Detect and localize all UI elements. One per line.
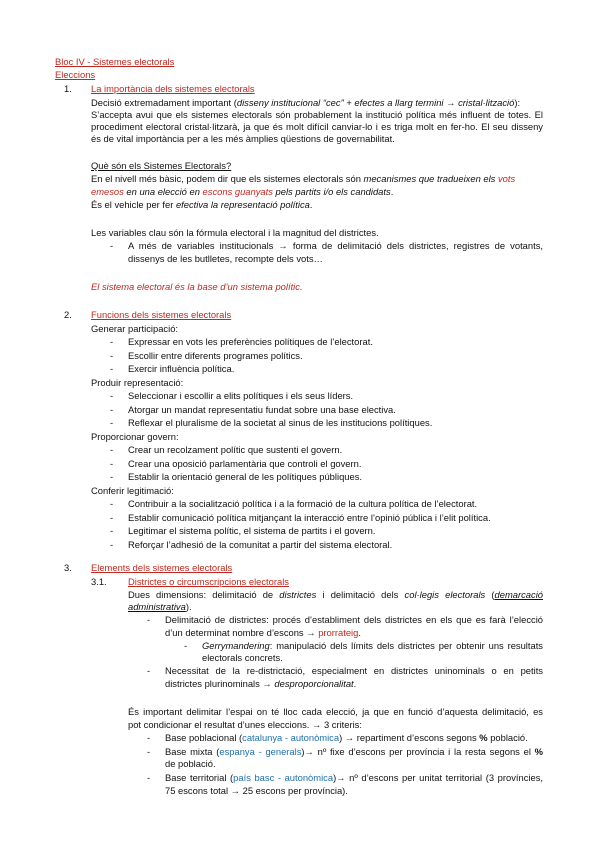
s1-line-3: procediment electoral cristal·litzarà, ja que és molt difícil canviar-lo i es triga molt en fer-ho. El seu disseny: [91, 121, 543, 132]
bullet-dash: -: [110, 511, 114, 523]
function-item: Contribuir a la socialització política i a la formació de la cultura política de l’electorat.: [128, 498, 478, 509]
criteria-intro-line-1: És important delimitar l’espai on té lloc cada elecció, ja que en funció d’aquesta delimitació, es: [128, 706, 543, 717]
question-line-3: És el vehicle per fer efectiva la representació política.: [91, 199, 313, 210]
function-group-label: Conferir legitimació:: [91, 485, 174, 496]
bullet-dash: -: [110, 538, 114, 550]
bullet-dash: -: [147, 746, 151, 757]
dimensions-line-1: Dues dimensions: delimitació de districtes i delimitació dels col·legis electorals (demarcació: [128, 589, 543, 600]
bullet-dash: -: [110, 336, 114, 347]
bullet-dash: -: [110, 444, 114, 455]
bullet-dash: -: [110, 240, 114, 251]
function-item: Establir comunicació política mitjançant la interacció entre l’opinió pública i l’elit política.: [128, 511, 491, 523]
subsection-title: Districtes o circumscripcions electorals: [128, 576, 289, 587]
function-item: Seleccionar i escollir a elits polítiques i els seus líders.: [128, 390, 354, 401]
districts-bullet-line-2: d’un determinat nombre d’escons → prorrateig.: [165, 627, 361, 638]
variables-bullet-line-2: dissenys de les butlletes, recompte dels vots…: [128, 253, 323, 264]
function-item: Legitimar el sistema polític, el sistema de partits i el govern.: [128, 525, 376, 536]
bullet-dash: -: [110, 525, 114, 536]
districts-bullet-line-1: Delimitació de districtes: procés d’establiment dels districtes en els que es farà l’elecció: [165, 614, 543, 625]
bloc-title: Bloc IV - Sistemes electorals: [55, 56, 175, 67]
bullet-dash: -: [147, 614, 151, 625]
bullet-dash: -: [110, 417, 114, 428]
function-group-label: Proporcionar govern:: [91, 431, 179, 442]
gerrymandering-line-2: electorals concrets.: [202, 652, 283, 663]
criterion-territorial-line-1: Base territorial (país basc - autonòmica)→ nº d’escons per unitat territorial (3 províncies,: [165, 772, 543, 783]
question-line-2: emesos en una elecció en escons guanyats pels partits i/o els candidats.: [91, 186, 394, 197]
criterion-population: Base poblacional (catalunya - autonòmica) → repartiment d’escons segons % població.: [165, 732, 528, 743]
section-1-title: La importància dels sistemes electorals: [91, 83, 255, 94]
bullet-dash: -: [147, 732, 151, 743]
function-item: Expressar en vots les preferències polítiques de l’electorat.: [128, 336, 373, 347]
redistricting-line-1: Necessitat de la re-districtació, especialment en districtes uninominals o en petits: [165, 665, 543, 676]
question-line-1: En el nivell més bàsic, podem dir que els sistemes electorals són mecanismes que tradueixen els vots: [91, 173, 516, 184]
function-item: Establir la orientació general de les polítiques públiques.: [128, 471, 362, 482]
subsection-number: 3.1.: [91, 576, 107, 587]
criterion-mixed-line-2: de població.: [165, 758, 216, 769]
section-3-number: 3.: [64, 562, 72, 573]
bullet-dash: -: [184, 640, 188, 651]
bullet-dash: -: [110, 363, 114, 374]
criteria-intro-line-2: pot condicionar el resultat d’unes eleccions. → 3 criteris:: [128, 719, 362, 730]
criterion-mixed-line-1: Base mixta (espanya - generals)→ nº fixe d’escons per província i la resta segons el %: [165, 746, 543, 757]
function-item: Atorgar un mandat representatiu fundat sobre una base electiva.: [128, 403, 396, 415]
s1-line-4: és de vital importància per a les més àmplies qüestions de governabilitat.: [91, 133, 395, 144]
bullet-dash: -: [110, 457, 114, 469]
section-1-number: 1.: [64, 83, 72, 94]
question-title: Què són els Sistemes Electorals?: [91, 160, 232, 171]
bullet-dash: -: [110, 403, 114, 415]
criterion-territorial-line-2: 75 escons total → 25 escons per província).: [165, 785, 348, 796]
function-item: Reforçar l’adhesió de la comunitat a partir del sistema electoral.: [128, 538, 393, 550]
function-group-label: Produir representació:: [91, 377, 184, 388]
variables-line: Les variables clau són la fórmula electoral i la magnitud del districtes.: [91, 227, 379, 238]
section-3-title: Elements dels sistemes electorals: [91, 562, 233, 573]
dimensions-line-2: administrativa).: [128, 601, 192, 612]
function-item: Exercir influència política.: [128, 363, 235, 374]
bullet-dash: -: [110, 390, 114, 401]
section-eleccions: Eleccions: [55, 69, 96, 80]
bullet-dash: -: [147, 772, 151, 783]
section-2-number: 2.: [64, 309, 72, 320]
function-item: Crear un recolzament polític que sustenti el govern.: [128, 444, 343, 455]
s1-line-1: Decisió extremadament important (disseny institucional “cec” + efectes a llarg termini → cristal·lització):: [91, 97, 521, 108]
conclusion: El sistema electoral és la base d’un sistema polític.: [91, 281, 303, 292]
function-item: Crear una oposició parlamentària que controli el govern.: [128, 457, 362, 469]
function-group-label: Generar participació:: [91, 323, 179, 334]
variables-bullet-line-1: A més de variables institucionals → forma de delimitació dels districtes, registres de votants,: [128, 240, 543, 251]
s1-line-2: S’accepta avui que els sistemes electorals són probablement la institució política més influent de totes. El: [91, 109, 543, 120]
redistricting-line-2: districtes plurinominals → desproporcionalitat.: [165, 678, 357, 689]
bullet-dash: -: [110, 471, 114, 482]
bullet-dash: -: [147, 665, 151, 676]
function-item: Escollir entre diferents programes polítics.: [128, 349, 303, 361]
bullet-dash: -: [110, 498, 114, 509]
bullet-dash: -: [110, 349, 114, 361]
function-item: Reflexar el pluralisme de la societat al sinus de les institucions polítiques.: [128, 417, 433, 428]
gerrymandering-line-1: Gerrymandering: manipulació dels límits dels districtes per obtenir uns resultats: [202, 640, 543, 651]
section-2-title: Funcions dels sistemes electorals: [91, 309, 232, 320]
